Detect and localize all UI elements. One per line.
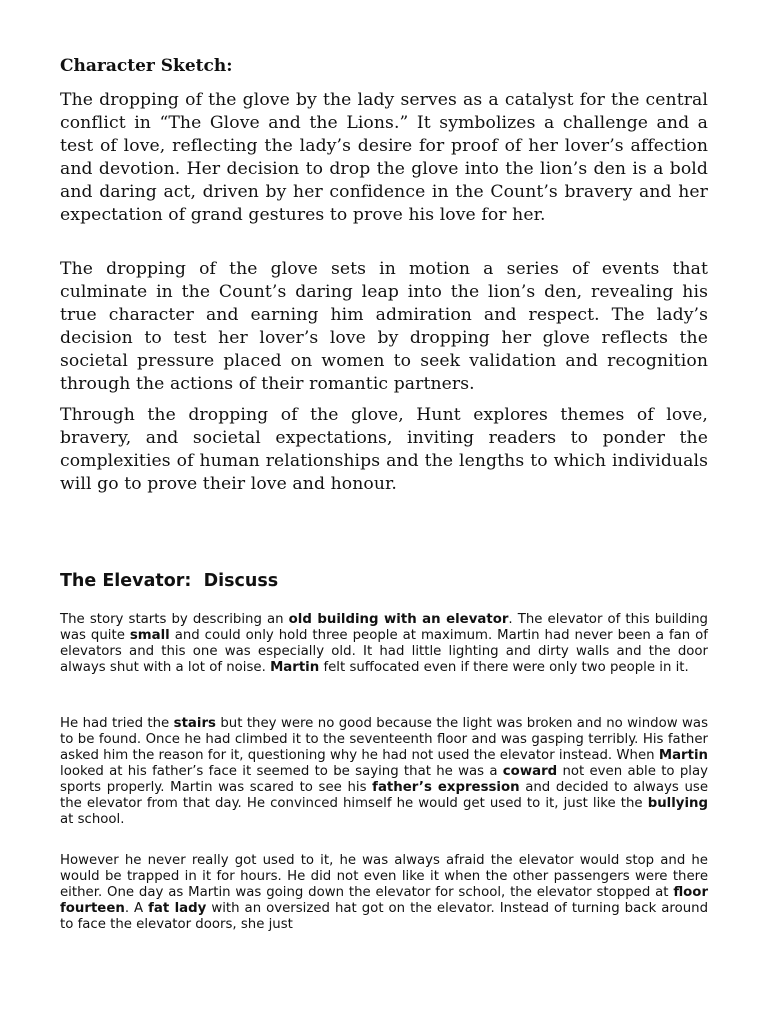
emphasized-text: fat lady — [148, 901, 207, 916]
emphasized-text: Martin — [658, 748, 708, 763]
body-text: . The elevator of this building was quite — [60, 612, 708, 643]
elevator-paragraph-3 — [60, 853, 708, 933]
body-text: but they were no good because the light was broken and no window was to be found. Once he had climbed it to the seventeenth floor and was gasping terribly. His father asked him the reason for it, questioning why he had not used the elevator instead. When — [60, 716, 708, 763]
body-text: He had tried the — [60, 716, 174, 731]
emphasized-text: bullying — [647, 796, 708, 811]
body-text: not even able to play sports properly. Martin was scared to see his — [60, 764, 708, 795]
emphasized-text: father’s expression — [372, 780, 520, 795]
body-text: The story starts by describing an — [60, 612, 289, 627]
elevator-paragraph-1 — [60, 612, 708, 676]
emphasized-text: Martin — [270, 660, 320, 675]
body-text: at school. — [60, 812, 125, 827]
body-text: felt suffocated even if there were only two people in it. — [319, 660, 689, 675]
emphasized-text: small — [129, 628, 170, 643]
character-sketch-heading: Character Sketch: — [60, 56, 233, 76]
character-sketch-paragraph-2: The dropping of the glove sets in motion a series of events that culminate in the Count’s daring leap into the lion’s den, revealing his true character and earning him admiration and respect. The lady’s decision to test her lover’s love by dropping her glove reflects the societal pressure placed on women to seek validation and recognition through the actions of their romantic partners. — [60, 259, 708, 394]
elevator-heading: The Elevator: Discuss — [60, 571, 279, 591]
emphasized-text: stairs — [173, 716, 216, 731]
body-text: and decided to always use the elevator from that day. He convinced himself he would get used to it, just like the — [60, 780, 708, 811]
emphasized-text: floor fourteen — [60, 885, 708, 916]
body-text: looked at his father’s face it seemed to be saying that he was a — [60, 764, 503, 779]
body-text: . A — [124, 901, 149, 916]
elevator-paragraph-2 — [60, 716, 708, 828]
body-text: with an oversized hat got on the elevator. Instead of turning back around to face the elevator doors, she just — [60, 901, 709, 932]
emphasized-text: old building with an elevator — [288, 612, 509, 627]
emphasized-text: coward — [502, 764, 558, 779]
character-sketch-paragraph-1: The dropping of the glove by the lady serves as a catalyst for the central conflict in “The Glove and the Lions.” It symbolizes a challenge and a test of love, reflecting the lady’s desire for proof of her lover’s affection and devotion. Her decision to drop the glove into the lion’s den is a bold and daring act, driven by her confidence in the Count’s bravery and her expectation of grand gestures to prove his love for her. — [60, 90, 708, 225]
body-text: and could only hold three people at maximum. Martin had never been a fan of elevators and this one was especially old. It had little lighting and dirty walls and the door always shut with a lot of noise. — [60, 628, 708, 675]
body-text: However he never really got used to it, he was always afraid the elevator would stop and he would be trapped in it for hours. He did not even like it when the other passengers were there either. One day as Martin was going down the elevator for school, the elevator stopped at — [60, 853, 708, 900]
character-sketch-paragraph-3: Through the dropping of the glove, Hunt explores themes of love, bravery, and societal expectations, inviting readers to ponder the complexities of human relationships and the lengths to which individuals will go to prove their love and honour. — [60, 405, 708, 494]
